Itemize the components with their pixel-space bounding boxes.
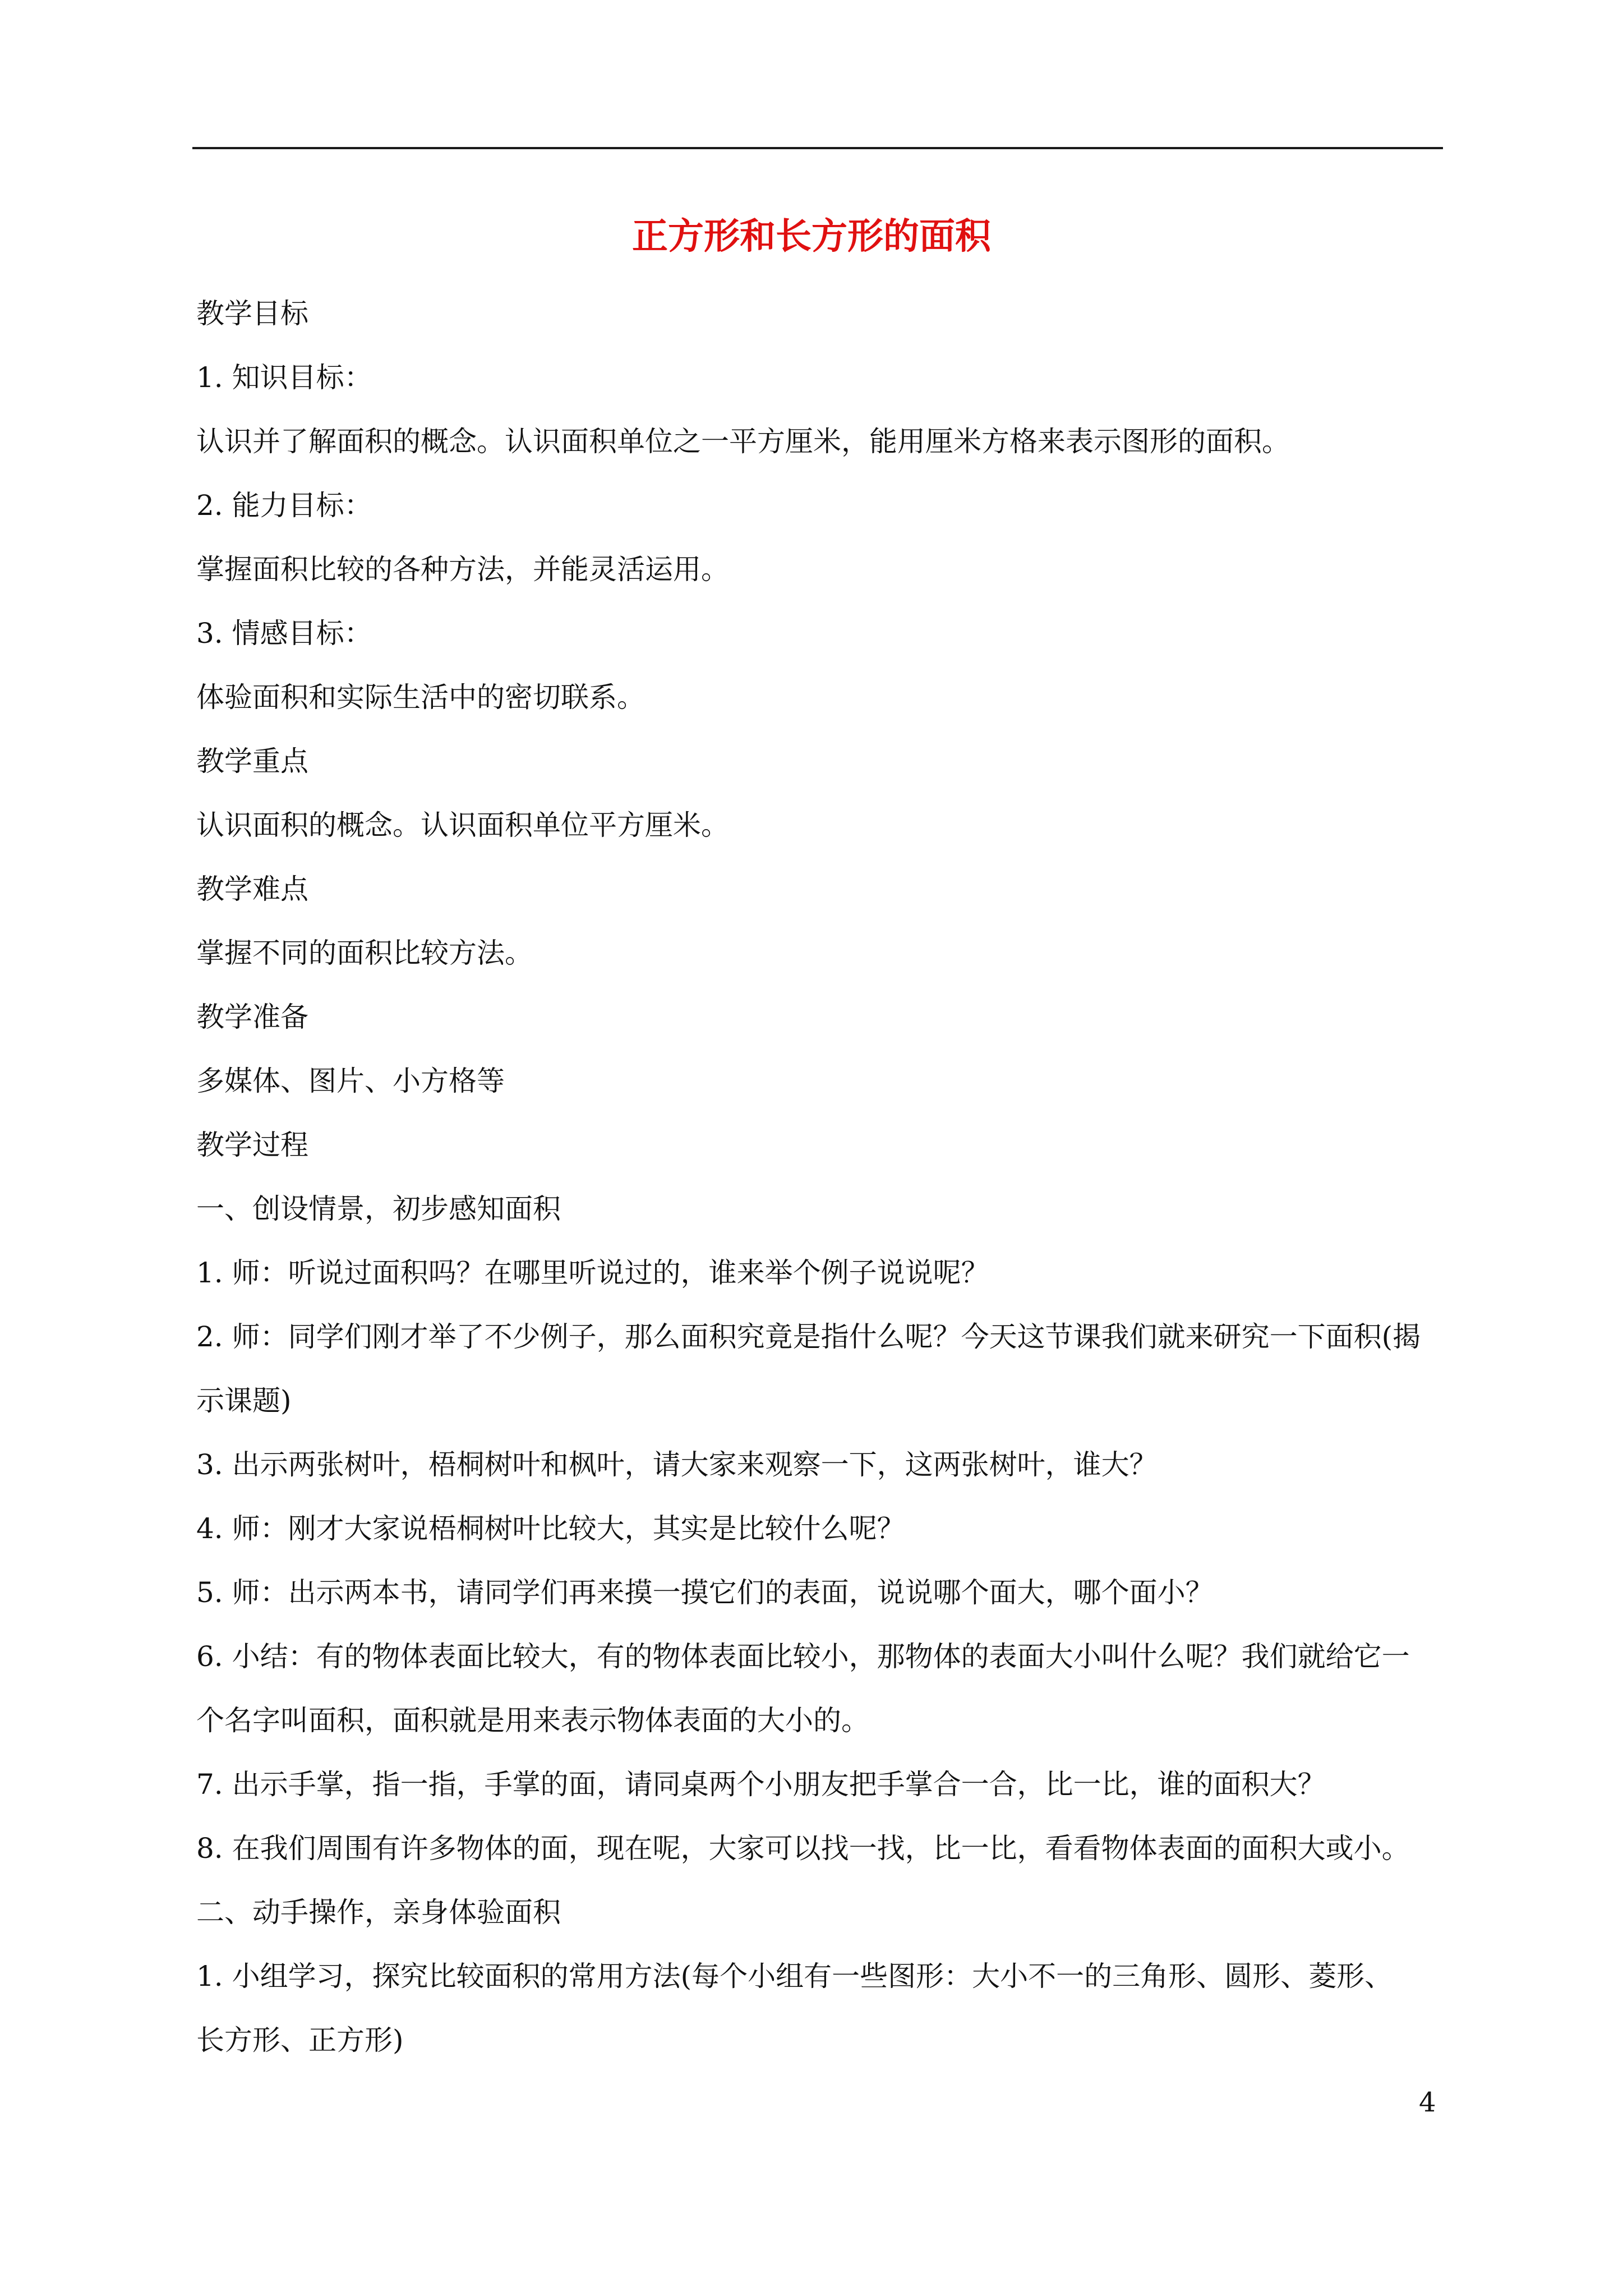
list-item: 2. 师：同学们刚才举了不少例子，那么面积究竟是指什么呢？今天这节课我们就来研究一下面积(揭 — [196, 1320, 1421, 1353]
paragraph: 掌握不同的面积比较方法。 — [196, 937, 533, 969]
subsection-heading: 二、动手操作，亲身体验面积 — [196, 1896, 561, 1929]
paragraph: 掌握面积比较的各种方法，并能灵活运用。 — [196, 553, 729, 586]
list-item: 1. 师：听说过面积吗？在哪里听说过的，谁来举个例子说说呢？ — [196, 1257, 989, 1289]
section-heading-objectives: 教学目标 — [196, 297, 308, 330]
header-rule — [192, 147, 1443, 149]
list-item-continuation: 个名字叫面积，面积就是用来表示物体表面的大小的。 — [196, 1704, 869, 1737]
list-item-continuation: 长方形、正方形) — [196, 2024, 404, 2056]
list-item: 8. 在我们周围有许多物体的面，现在呢，大家可以找一找，比一比，看看物体表面的面积大或小。 — [196, 1832, 1410, 1865]
list-item: 1. 知识目标： — [196, 361, 372, 394]
page-number: 4 — [1419, 2087, 1436, 2118]
list-item: 7. 出示手掌，指一指，手掌的面，请同桌两个小朋友把手掌合一合，比一比，谁的面积大？ — [196, 1768, 1326, 1801]
section-heading-preparation: 教学准备 — [196, 1001, 308, 1033]
document-body — [196, 296, 1442, 2058]
list-item: 2. 能力目标： — [196, 489, 372, 522]
page-title: 正方形和长方形的面积 — [632, 215, 991, 257]
paragraph: 认识面积的概念。认识面积单位平方厘米。 — [196, 809, 729, 841]
list-item: 1. 小组学习，探究比较面积的常用方法(每个小组有一些图形：大小不一的三角形、圆形、菱形、 — [196, 1960, 1393, 1993]
list-item-continuation: 示课题) — [196, 1384, 292, 1417]
subsection-heading: 一、创设情景，初步感知面积 — [196, 1193, 561, 1225]
list-item: 3. 情感目标： — [196, 617, 372, 650]
paragraph: 认识并了解面积的概念。认识面积单位之一平方厘米，能用厘米方格来表示图形的面积。 — [196, 425, 1290, 458]
list-item: 3. 出示两张树叶，梧桐树叶和枫叶，请大家来观察一下，这两张树叶，谁大？ — [196, 1448, 1158, 1481]
paragraph: 体验面积和实际生活中的密切联系。 — [196, 681, 645, 714]
list-item: 5. 师：出示两本书，请同学们再来摸一摸它们的表面，说说哪个面大，哪个面小？ — [196, 1576, 1214, 1609]
list-item: 4. 师：刚才大家说梧桐树叶比较大，其实是比较什么呢？ — [196, 1512, 905, 1545]
section-heading-key-points: 教学重点 — [196, 745, 308, 777]
list-item: 6. 小结：有的物体表面比较大，有的物体表面比较小，那物体的表面大小叫什么呢？我们就给它一 — [196, 1640, 1410, 1673]
section-heading-difficulties: 教学难点 — [196, 873, 308, 905]
section-heading-process: 教学过程 — [196, 1129, 308, 1161]
paragraph: 多媒体、图片、小方格等 — [196, 1065, 505, 1097]
